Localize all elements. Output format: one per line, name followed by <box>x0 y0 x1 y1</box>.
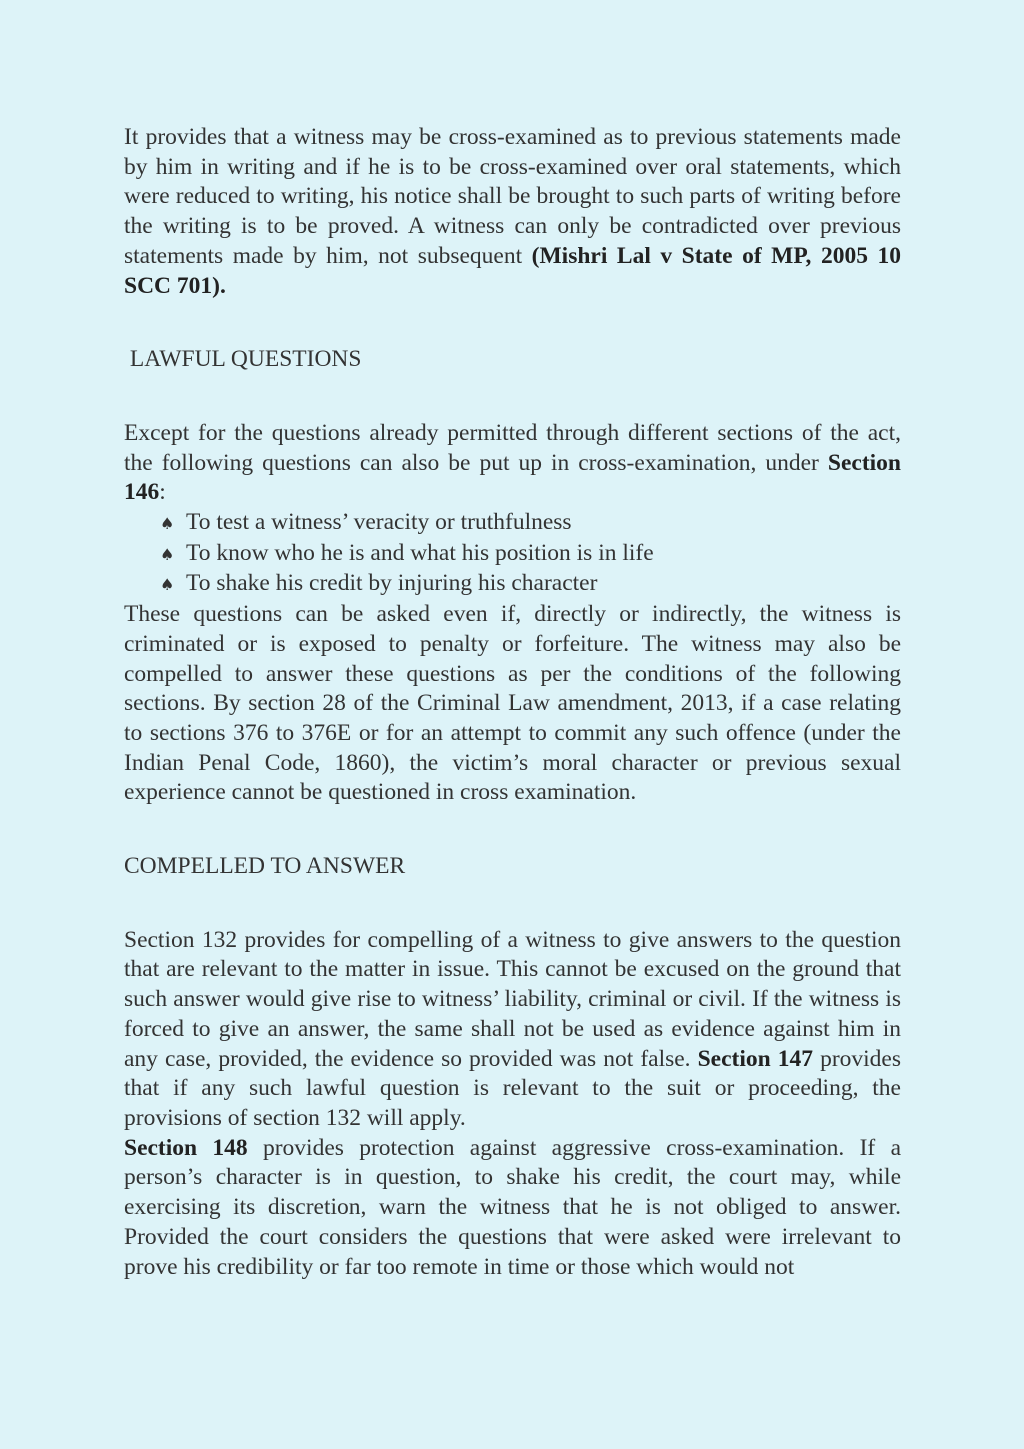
list-item <box>160 539 901 570</box>
spade-icon: ♠ <box>160 575 175 595</box>
paragraph-text: provides protection against aggressive cross-examination. If a person’s character is in question, to shake his credit, the court may, while exercising its discretion, warn the witness that he is not obliged to answer. Provided the court considers the questions that were asked were irrelevant to prove his credibility or far too remote in time or those which would not <box>124 1134 901 1280</box>
heading-lawful-questions: LAWFUL QUESTIONS <box>124 346 362 373</box>
paragraph-text: It provides that a witness may be cross-examined as to previous statements made by him in writing and if he is to be cross-examined over oral statements, which were reduced to writing, his notice shall be brought to such parts of writing before the writing is to be proved. A witness can only be contradicted over previous statements made by him, not subsequent <box>124 124 901 269</box>
paragraph-lawful-questions-intro <box>124 419 901 508</box>
paragraph-text: provides that if any such lawful question is relevant to the suit or proceeding, the provisions of section 132 will apply. <box>124 1045 901 1131</box>
heading-compelled-to-answer: COMPELLED TO ANSWER <box>124 853 406 880</box>
spade-icon: ♠ <box>160 514 175 534</box>
list-item-text: To test a witness’ veracity or truthfulness <box>186 509 572 536</box>
list-item-text: To know who he is and what his position is in life <box>186 539 654 566</box>
list-item <box>160 569 901 600</box>
spade-icon: ♠ <box>160 544 175 564</box>
section-reference: Section 146 <box>124 449 901 506</box>
document-body <box>124 123 901 1282</box>
bullet-list <box>124 508 901 600</box>
section-reference: Section 147 <box>697 1045 814 1072</box>
paragraph-previous-statements <box>124 123 901 301</box>
paragraph-section-148 <box>124 1134 901 1283</box>
paragraph-suffix: : <box>159 479 166 506</box>
paragraph-text: Except for the questions already permitted through different sections of the act, the following questions can also be put up in cross-examination, under <box>124 419 901 476</box>
paragraph-section-132 <box>124 926 901 1134</box>
paragraph-text: Section 132 provides for compelling of a witness to give answers to the question that are relevant to the matter in issue. This cannot be excused on the ground that such answer would give rise to witness’ liability, criminal or civil. If the witness is forced to give an answer, the same shall not be used as evidence against him in any case, provided, the evidence so provided was not false. <box>124 926 901 1072</box>
list-item-text: To shake his credit by injuring his character <box>186 570 598 597</box>
paragraph-criminated-questions: These questions can be asked even if, directly or indirectly, the witness is criminated or is exposed to penalty or forfeiture. The witness may also be compelled to answer these questions as per the conditions of the following sections. By section 28 of the Criminal Law amendment, 2013, if a case relating to sections 376 to 376E or for an attempt to commit any such offence (under the Indian Penal Code, 1860), the victim’s moral character or previous sexual experience cannot be questioned in cross examination. <box>124 601 901 806</box>
case-citation: (Mishri Lal v State of MP, 2005 10 SCC 701). <box>124 242 901 299</box>
list-item <box>160 508 901 539</box>
section-reference: Section 148 <box>124 1134 248 1161</box>
